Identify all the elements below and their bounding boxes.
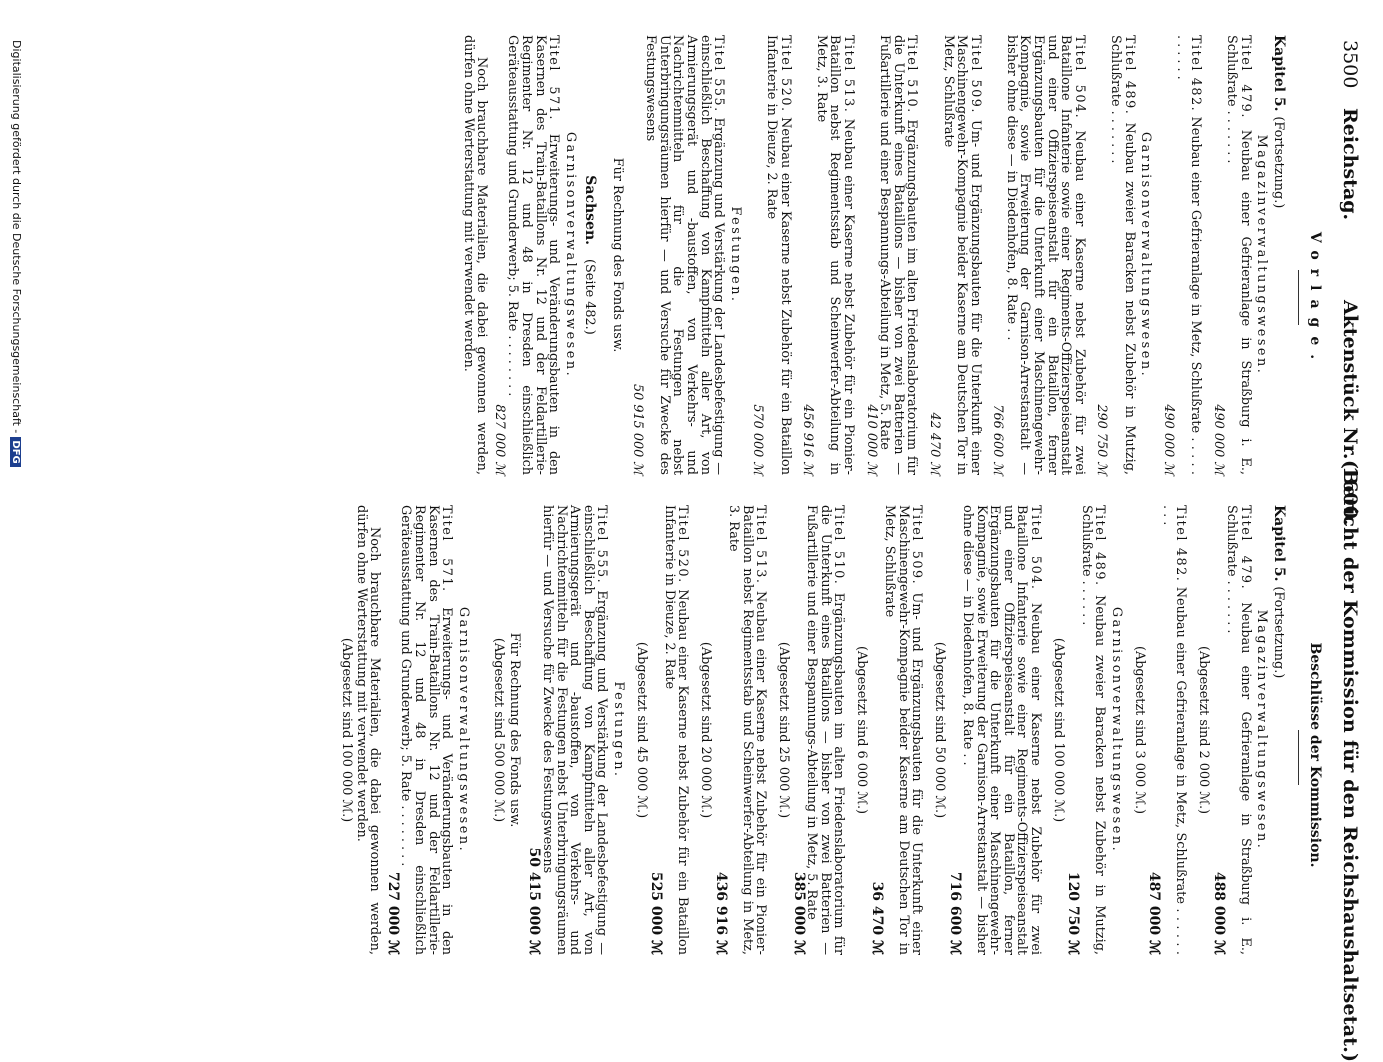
kapitel-heading: Kapitel 5. (Fortsetzung.) — [1271, 35, 1287, 209]
deduction-note: (Abgesetzt sind 100 000 ℳ.) — [338, 637, 354, 823]
material-note: Noch brauchbare Materialien, die dabei gewonnen werden, dürfen ohne Werterstattung mit verwendet werden. — [460, 35, 490, 475]
amount: 410 000 ℳ — [863, 404, 879, 475]
section-heading: Magazinverwaltungswesen. — [1254, 134, 1270, 376]
header-title: Reichstag. — [1339, 108, 1361, 221]
entry-titel-520: Titel 520. Neubau einer Kaserne nebst Zubehör für ein Bataillon Infanterie in Dieuze, 2. Rate 525 000 ℳ (Abgesetzt sind 45 000 ℳ.) — [633, 505, 691, 956]
section-heading: Garnisonverwaltungswesen. — [1138, 131, 1154, 379]
section-heading: Magazinverwaltungswesen. — [1254, 609, 1270, 851]
entry-titel-482: Titel 482. Neubau einer Gefrieranlage in Metz, Schlußrate . . . . . . . . . 487 000 ℳ (Abgesetzt sind 3 000 ℳ.) — [1131, 505, 1189, 955]
entry-titel-520: Titel 520. Neubau einer Kaserne nebst Zubehör für ein Bataillon Infanterie in Dieuze, 2. Rate 570 000 ℳ — [750, 35, 793, 475]
section-heading: Garnisonverwaltungswesen. — [562, 131, 578, 379]
header-bericht: (Bericht der Kommission für den Reichshaushaltsetat.) — [1339, 460, 1361, 1062]
entry-titel-504: Titel 504. Neubau einer Kaserne nebst Zubehör für zwei Bataillone Infanterie sowie einer Regiments-Offizierspeiseanstalt und einer Offizierspeiseanstalt für ein Bataillon, ferner Ergänzungsbauten für die Unterkunft einer Maschinengewehr-Kompagnie, sowie Erweiterung der Garnison-Arrestanstalt — bisher ohne diese — in Diedenhofen, 8. Rate . . 716 600 ℳ (Abgesetzt sind 50 000 ℳ.) — [931, 505, 1044, 955]
entry-titel-509: Titel 509. Um- und Ergänzungsbauten für die Unterkunft einer Maschinengewehr-Kompagnie beider Kaserne am Deutschen Tor in Metz, Schlußrate 42 470 ℳ — [926, 35, 983, 475]
entry-titel-509: Titel 509. Um- und Ergänzungsbauten für die Unterkunft einer Maschinengewehr-Kompagnie beider Kaserne am Deutschen Tor in Metz, Schlußrate 36 470 ℳ (Abgesetzt sind 6 000 ℳ.) — [853, 505, 925, 955]
amount: 436 916 ℳ — [712, 871, 729, 955]
entry-titel-555: Titel 555. Ergänzung und Verstärkung der Landesbefestigung — einschließlich Beschaffung von Kampfmitteln aller Art, von Armierungsgerät und -baustoffen, von Verkehrs- und Nachrichtenmitteln für die Festungen nebst Unterbringungsräumen hierfür — und Versuche für Zwecke des Festungswesens 50 915 000 ℳ Für Rechnung des Fonds usw. — [610, 35, 727, 475]
amount: 766 600 ℳ — [990, 404, 1006, 475]
deduction-note: (Abgesetzt sind 500 000 ℳ.) — [491, 637, 507, 823]
left-column — [452, 35, 1285, 475]
deduction-note: (Abgesetzt sind 3 000 ℳ.) — [1131, 645, 1147, 815]
deduction-note: (Abgesetzt sind 50 000 ℳ.) — [931, 641, 947, 819]
entry-titel-571: Titel 571. Erweiterungs- und Veränderungsbauten in den Kasernen des Train-Bataillons Nr. 12 und der Feldartillerie-Regimenter Nr. 12 und 48 in Dresden einschließlich Geräteausstattung und Grunderwerb; 5. Rate . . . . . . . . 727 000 ℳ Noch brauchbare Materialien, die dabei gewonnen werden, dürfen ohne Werterstattung mit verwendet werden. (Abgesetzt sind 100 000 ℳ.) — [338, 505, 455, 955]
amount: 50 415 000 ℳ — [526, 847, 543, 955]
entry-titel-510: Titel 510. Ergänzungsbauten im alten Friedenslaboratorium für die Unterkunft eines Bataillons — bisher von zwei Batterien — Fußartillerie und einer Bespannungs-Abteilung in Metz, 5. Rate 385 000 ℳ (Abgesetzt sind 25 000 ℳ.) — [776, 505, 847, 956]
left-column-heading: Vorlage. — [1307, 231, 1323, 369]
deduction-note: (Abgesetzt sind 25 000 ℳ.) — [776, 641, 791, 819]
entry-titel-555: Titel 555. Ergänzung und Verstärkung der Landesbefestigung — einschließlich Beschaffung von Kampfmitteln aller Art, von Armierungsgerät und -baustoffen, von Verkehrs- und Nachrichtenmitteln für die Festungen nebst Unterbringungsräumen hierfür — und Versuche für Zwecke des Festungswesens 50 415 000 ℳ Für Rechnung des Fonds usw. (Abgesetzt sind 500 000 ℳ.) — [491, 505, 610, 955]
right-heading-rule — [1298, 730, 1299, 785]
kapitel-heading: Kapitel 5. (Fortsetzung.) — [1271, 505, 1287, 679]
entry-titel-504: Titel 504. Neubau einer Kaserne nebst Zubehör für zwei Bataillone Infanterie sowie einer Regiments-Offizierspeiseanstalt und einer Offizierspeiseanstalt für ein Bataillon, ferner Ergänzungsbauten für die Unterkunft einer Maschinengewehr-Kompagnie, sowie Erweiterung der Garnison-Arrestanstalt — bisher ohne diese — in Diedenhofen, 8. Rate . . 766 600 ℳ — [990, 35, 1087, 475]
deduction-note: (Abgesetzt sind 45 000 ℳ.) — [633, 641, 649, 819]
amount: 827 000 ℳ — [491, 404, 507, 475]
amount: 570 000 ℳ — [750, 404, 766, 475]
page-number: 3500 — [1339, 40, 1361, 89]
fund-note: Für Rechnung des Fonds usw. — [506, 632, 522, 828]
entry-titel-510: Titel 510. Ergänzungsbauten im alten Friedenslaboratorium für die Unterkunft eines Bataillons — bisher von zwei Batterien — Fußartillerie und einer Bespannungs-Abteilung in Metz, 5. Rate 410 000 ℳ — [863, 35, 920, 475]
amount: 525 000 ℳ — [648, 871, 665, 955]
deduction-note: (Abgesetzt sind 6 000 ℳ.) — [853, 645, 869, 815]
dfg-logo: DFG — [10, 437, 21, 466]
entry-titel-513: Titel 513. Neubau einer Kaserne nebst Zubehör für ein Pionier-Bataillon nebst Regimentsstab und Scheinwerfer-Abteilung in Metz, 3. Rate 436 916 ℳ (Abgesetzt sind 20 000 ℳ.) — [698, 505, 769, 955]
material-note: Noch brauchbare Materialien, die dabei gewonnen werden, dürfen ohne Werterstattung mit verwendet werden. — [353, 505, 383, 955]
left-heading-rule — [1298, 270, 1299, 325]
amount: 727 000 ℳ — [384, 871, 401, 955]
header-aktenstueck: Aktenstück Nr. 1600. — [1339, 300, 1361, 526]
amount: 385 000 ℳ — [790, 871, 807, 955]
deduction-note: (Abgesetzt sind 20 000 ℳ.) — [698, 641, 714, 819]
entry-titel-571: Titel 571. Erweiterungs- und Veränderungsbauten in den Kasernen des Train-Bataillons Nr. 12 und der Feldartillerie-Regimenter Nr. 12 und 48 in Dresden einschließlich Geräteausstattung und Grunderwerb; 5. Rate . . . . . . . . 827 000 ℳ Noch brauchbare Materialien, die dabei gewonnen werden, dürfen ohne Werterstattung mit verwendet werden. — [460, 35, 562, 475]
amount: 50 915 000 ℳ — [629, 383, 645, 475]
amount: 120 750 ℳ — [1065, 871, 1082, 955]
right-column-heading: Beschlüsse der Kommission. — [1307, 642, 1323, 868]
amount: 487 000 ℳ — [1146, 871, 1163, 955]
amount: 716 600 ℳ — [946, 871, 963, 955]
state-heading: Sachsen.(Seite 482.) — [582, 175, 599, 335]
entry-titel-489: Titel 489. Neubau zweier Baracken nebst Zubehör in Mutzig, Schlußrate . . . . . . 120 750 ℳ (Abgesetzt sind 100 000 ℳ.) — [1050, 505, 1108, 955]
amount: 488 000 ℳ — [1210, 871, 1227, 955]
deduction-note: (Abgesetzt sind 2 000 ℳ.) — [1196, 645, 1212, 815]
entry-titel-479: Titel 479. Neubau einer Gefrieranlage in Straßburg i. E., Schlußrate . . . . . . . 490 000 ℳ — [1210, 35, 1253, 475]
deduction-note: (Abgesetzt sind 100 000 ℳ.) — [1050, 637, 1066, 823]
page-header — [1331, 40, 1361, 1062]
fund-note: Für Rechnung des Fonds usw. — [610, 157, 626, 353]
right-column — [330, 505, 1285, 955]
section-heading: Festungen. — [611, 681, 627, 779]
entry-titel-489: Titel 489. Neubau zweier Baracken nebst Zubehör in Mutzig, Schlußrate . . . . . . . 290 750 ℳ — [1094, 35, 1137, 475]
section-heading: Garnisonverwaltungswesen. — [455, 606, 471, 854]
entry-titel-479: Titel 479. Neubau einer Gefrieranlage in Straßburg i. E., Schlußrate . . . . . . . 488 000 ℳ (Abgesetzt sind 2 000 ℳ.) — [1196, 505, 1253, 955]
amount: 42 470 ℳ — [926, 412, 942, 475]
section-heading: Festungen. — [727, 206, 743, 304]
amount: 490 000 ℳ — [1210, 404, 1226, 475]
amount: 290 750 ℳ — [1094, 404, 1110, 475]
entry-titel-513: Titel 513. Neubau einer Kaserne nebst Zubehör für ein Pionier-Bataillon nebst Regimentsstab und Scheinwerfer-Abteilung in Metz, 3. Rate 456 916 ℳ — [800, 35, 856, 475]
amount: 490 000 ℳ — [1160, 404, 1176, 475]
section-heading: Garnisonverwaltungswesen. — [1109, 606, 1125, 854]
amount: 36 470 ℳ — [868, 881, 885, 955]
digitization-credit: Digitalisierung gefördert durch die Deutsche Forschungsgemeinschaft -DFG — [10, 40, 23, 467]
amount: 456 916 ℳ — [800, 404, 816, 475]
entry-titel-482: Titel 482. Neubau einer Gefrieranlage in Metz, Schlußrate . . . . . . . . . . . 490 000 ℳ — [1160, 35, 1204, 476]
